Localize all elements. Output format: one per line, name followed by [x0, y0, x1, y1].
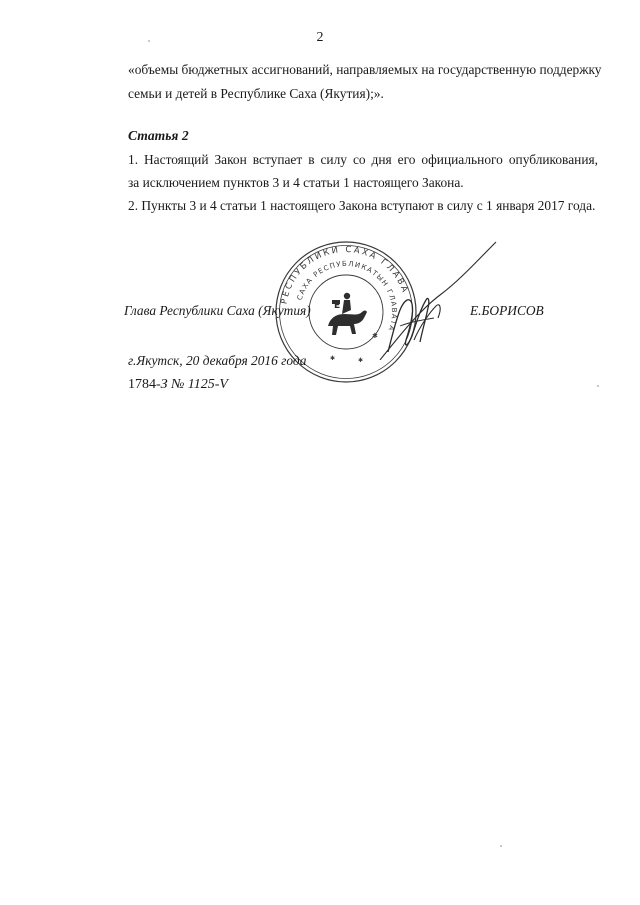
article-heading: Статья 2 — [128, 128, 189, 143]
paragraph-2: 2. Пункты 3 и 4 статьи 1 настоящего Закона вступают в силу с 1 января 2017 года. — [128, 198, 596, 213]
handwritten-signature — [370, 240, 500, 360]
signatory-title: Глава Республики Саха (Якутия) — [124, 303, 311, 318]
svg-text:E: E — [334, 301, 341, 311]
page-number: 2 — [316, 30, 324, 45]
paragraph-1-line-1: 1. Настоящий Закон вступает в силу со дня его официального опубликования, — [128, 152, 598, 167]
svg-text:✱: ✱ — [372, 332, 378, 340]
place-and-date: г.Якутск, 20 декабря 2016 года — [128, 353, 307, 368]
svg-text:РЕСПУБЛИКИ САХА ГЛАВА: РЕСПУБЛИКИ САХА ГЛАВА — [279, 244, 411, 306]
quote-line-1: «объемы бюджетных ассигнований, направляемых на государственную поддержку — [128, 62, 602, 77]
svg-text:✱: ✱ — [358, 357, 364, 364]
scan-speck — [148, 40, 150, 42]
registration-prefix: 1784- — [128, 377, 161, 392]
registration-number — [128, 377, 228, 393]
svg-text:✱: ✱ — [330, 355, 336, 362]
scan-speck — [597, 385, 599, 387]
svg-text:САХА РЕСПУБЛИКАТЫН ГЛАВАТА: САХА РЕСПУБЛИКАТЫН ГЛАВАТА — [295, 259, 399, 333]
paragraph-1-line-2: за исключением пунктов 3 и 4 статьи 1 настоящего Закона. — [128, 175, 464, 190]
quote-line-2: семьи и детей в Республике Саха (Якутия);». — [128, 86, 384, 101]
registration-law-number: З № 1125-V — [160, 377, 228, 392]
scan-speck — [500, 845, 502, 847]
signatory-name: Е.БОРИСОВ — [470, 303, 544, 318]
